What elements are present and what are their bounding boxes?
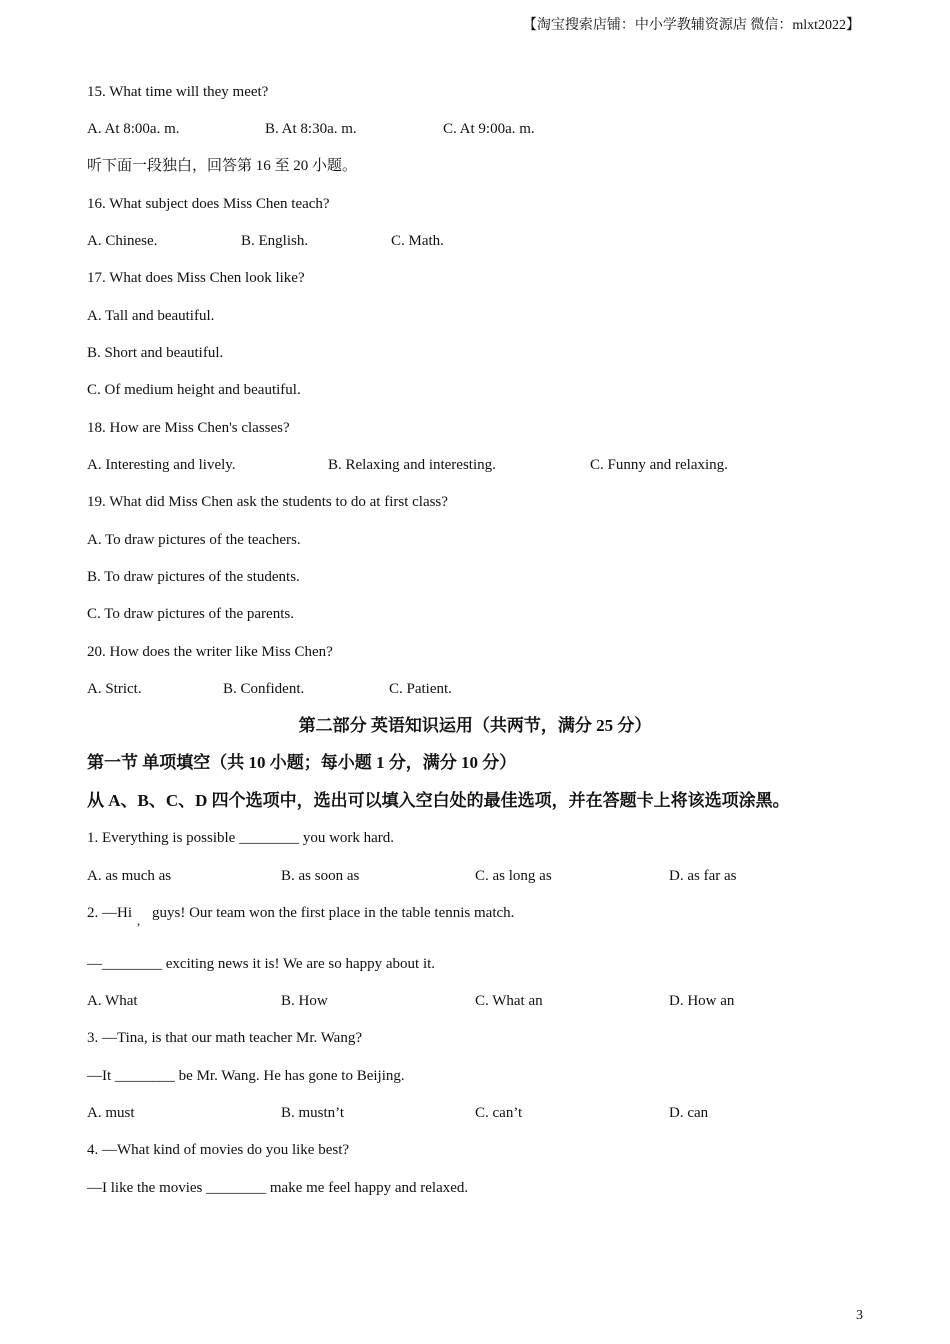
question-19-stem: 19. What did Miss Chen ask the students to do at first class? (87, 494, 448, 510)
q19-option-b: B. To draw pictures of the students. (87, 569, 300, 585)
section1-title: 第一节 单项填空（共 10 小题；每小题 1 分，满分 10 分） (87, 753, 517, 772)
grammar-q2-stem-start: 2. —Hi (87, 905, 132, 921)
grammar-q1-option-b: B. as soon as (281, 868, 360, 884)
q19-option-a: A. To draw pictures of the teachers. (87, 532, 301, 548)
grammar-q3-stem: 3. —Tina, is that our math teacher Mr. Wang? (87, 1030, 362, 1046)
grammar-q1-option-c: C. as long as (475, 868, 552, 884)
q20-option-c: C. Patient. (389, 681, 452, 697)
grammar-q3-option-d: D. can (669, 1105, 709, 1121)
q17-option-a: A. Tall and beautiful. (87, 308, 215, 324)
q17-option-c: C. Of medium height and beautiful. (87, 382, 301, 398)
question-20-stem: 20. How does the writer like Miss Chen? (87, 644, 333, 660)
q16-option-b: B. English. (241, 233, 309, 249)
grammar-q1-option-a: A. as much as (87, 868, 172, 884)
q15-option-c: C. At 9:00a. m. (443, 121, 535, 137)
grammar-q2-option-a: A. What (87, 993, 138, 1009)
question-18-stem: 18. How are Miss Chen's classes? (87, 420, 290, 436)
q17-option-b: B. Short and beautiful. (87, 345, 224, 361)
question-16-stem: 16. What subject does Miss Chen teach? (87, 196, 330, 212)
grammar-q1-stem: 1. Everything is possible ________ you work hard. (87, 830, 395, 846)
q15-option-b: B. At 8:30a. m. (265, 121, 357, 137)
page-header: 【淘宝搜索店铺：中小学教辅资源店 微信：mlxt2022】 (522, 18, 860, 33)
q19-option-c: C. To draw pictures of the parents. (87, 606, 294, 622)
page-number: 3 (856, 1308, 863, 1323)
q18-option-c: C. Funny and relaxing. (590, 457, 728, 473)
part2-title: 第二部分 英语知识运用（共两节，满分 25 分） (298, 716, 652, 735)
grammar-q1-option-d: D. as far as (669, 868, 737, 884)
question-17-stem: 17. What does Miss Chen look like? (87, 270, 305, 286)
q15-option-a: A. At 8:00a. m. (87, 121, 180, 137)
grammar-q4-stem: 4. —What kind of movies do you like best? (87, 1142, 350, 1158)
q18-option-a: A. Interesting and lively. (87, 457, 236, 473)
grammar-q3-reply: —It ________ be Mr. Wang. He has gone to Beijing. (87, 1068, 405, 1084)
section1-instruction: 从 A、B、C、D 四个选项中，选出可以填入空白处的最佳选项，并在答题卡上将该选项涂黑。 (87, 791, 790, 810)
q16-option-c: C. Math. (391, 233, 444, 249)
grammar-q2-stem-end: guys! Our team won the first place in the table tennis match. (152, 905, 515, 921)
grammar-q2-comma: , (137, 913, 141, 928)
q16-option-a: A. Chinese. (87, 233, 158, 249)
q20-option-a: A. Strict. (87, 681, 142, 697)
grammar-q2-option-b: B. How (281, 993, 328, 1009)
grammar-q3-option-b: B. mustn’t (281, 1105, 345, 1121)
grammar-q2-option-c: C. What an (475, 993, 543, 1009)
grammar-q3-option-c: C. can’t (475, 1105, 523, 1121)
q20-option-b: B. Confident. (223, 681, 305, 697)
grammar-q4-reply: —I like the movies ________ make me feel happy and relaxed. (87, 1180, 469, 1196)
grammar-q3-option-a: A. must (87, 1105, 135, 1121)
grammar-q2-option-d: D. How an (669, 993, 735, 1009)
question-15-stem: 15. What time will they meet? (87, 84, 269, 100)
grammar-q2-reply: —________ exciting news it is! We are so happy about it. (87, 956, 436, 972)
q18-option-b: B. Relaxing and interesting. (328, 457, 496, 473)
instruction-16-20: 听下面一段独白，回答第 16 至 20 小题。 (87, 158, 358, 174)
